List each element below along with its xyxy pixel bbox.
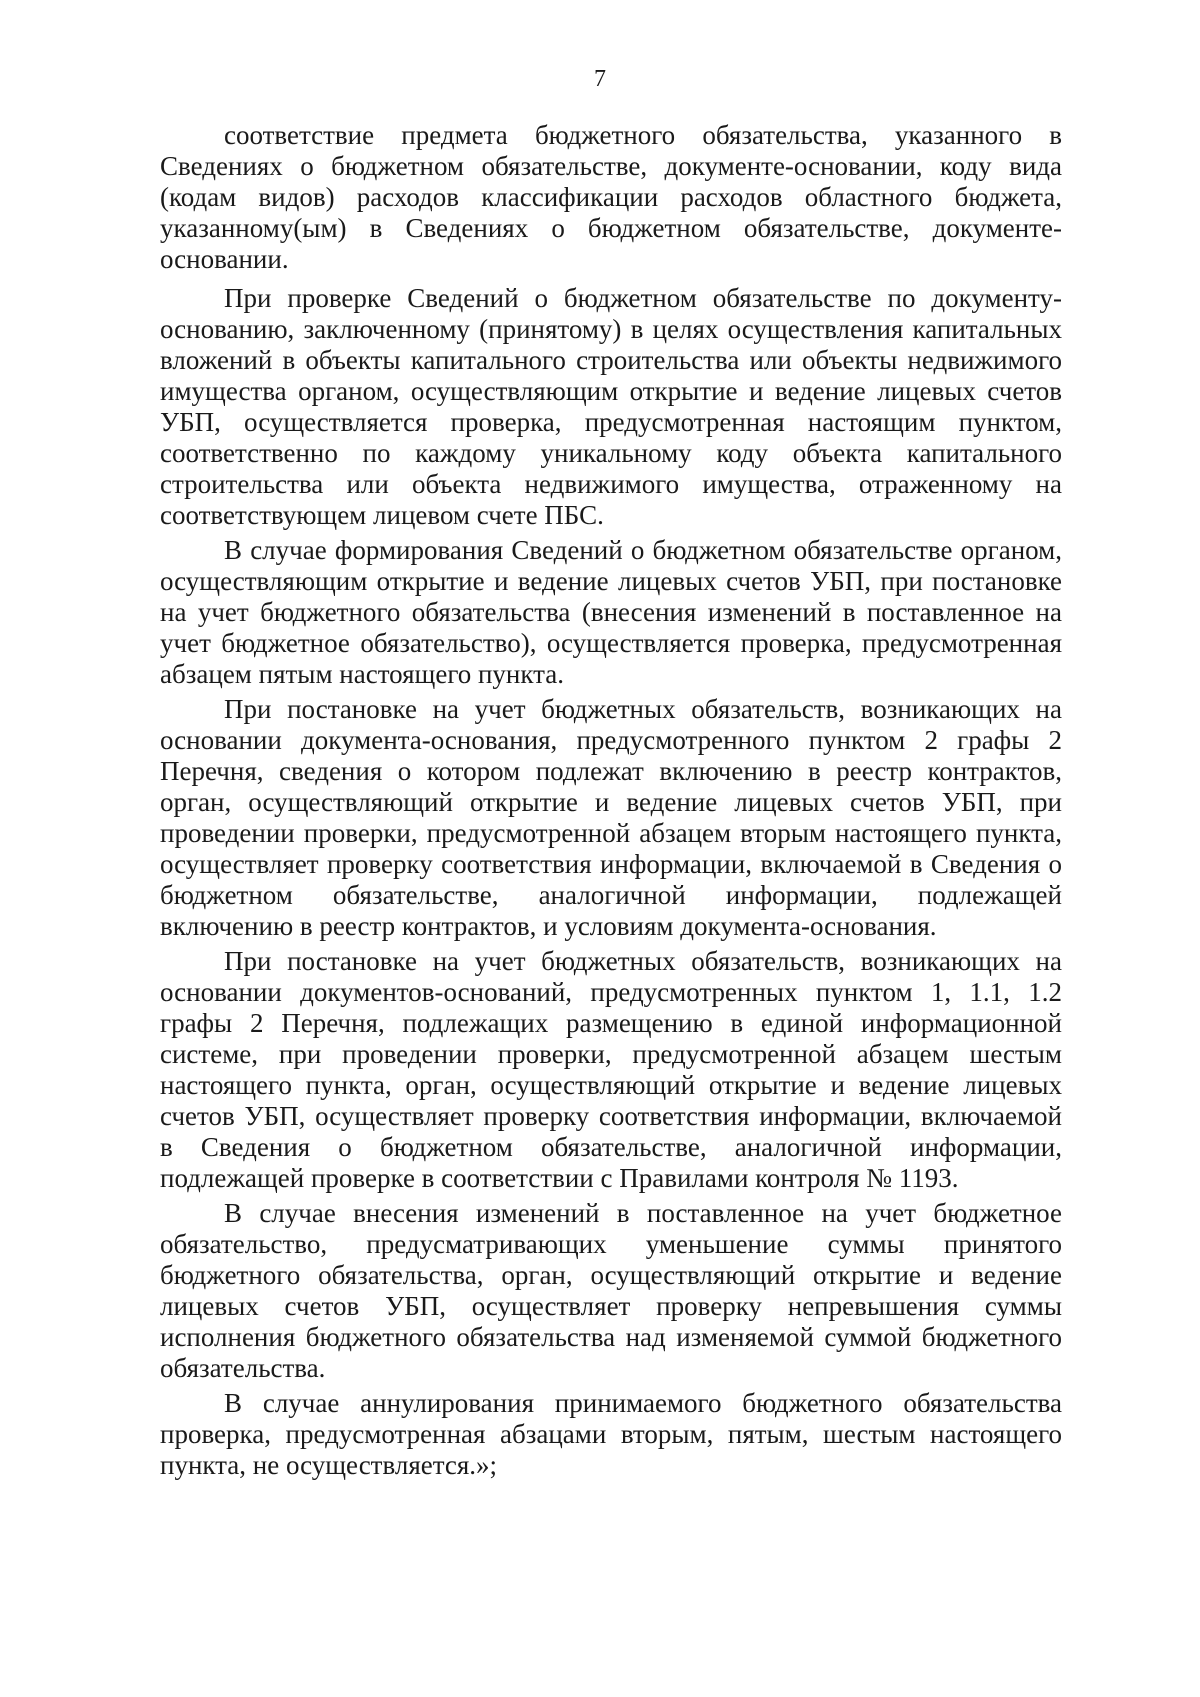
paragraph-1: соответствие предмета бюджетного обязательства, указанного в Сведениях о бюджетном обязательстве, документе-основании, коду вида (кодам видов) расходов классификации расходов областного бюджета, указанному(ым) в Сведениях о бюджетном обязательстве, документе-основании. [160, 120, 1062, 274]
page-number: 7 [594, 66, 606, 92]
document-body [160, 120, 1062, 1481]
paragraph-3: В случае формирования Сведений о бюджетном обязательстве органом, осуществляющим открытие и ведение лицевых счетов УБП, при постановке на учет бюджетного обязательства (внесения изменений в поставленное на учет бюджетное обязательство), осуществляется проверка, предусмотренная абзацем пятым настоящего пункта. [160, 535, 1062, 689]
paragraph-7: В случае аннулирования принимаемого бюджетного обязательства проверка, предусмотренная абзацами вторым, пятым, шестым настоящего пункта, не осуществляется.»; [160, 1388, 1062, 1480]
paragraph-4: При постановке на учет бюджетных обязательств, возникающих на основании документа-основания, предусмотренного пунктом 2 графы 2 Перечня, сведения о котором подлежат включению в реестр контрактов, орган, осуществляющий открытие и ведение лицевых счетов УБП, при проведении проверки, предусмотренной абзацем вторым настоящего пункта, осуществляет проверку соответствия информации, включаемой в Сведения о бюджетном обязательстве, аналогичной информации, подлежащей включению в реестр контрактов, и условиям документа-основания. [160, 694, 1062, 941]
paragraph-5: При постановке на учет бюджетных обязательств, возникающих на основании документов-оснований, предусмотренных пунктом 1, 1.1, 1.2 графы 2 Перечня, подлежащих размещению в единой информационной системе, при проведении проверки, предусмотренной абзацем шестым настоящего пункта, орган, осуществляющий открытие и ведение лицевых счетов УБП, осуществляет проверку соответствия информации, включаемой в Сведения о бюджетном обязательстве, аналогичной информации, подлежащей проверке в соответствии с Правилами контроля № 1193. [160, 946, 1062, 1193]
paragraph-6: В случае внесения изменений в поставленное на учет бюджетное обязательство, предусматривающих уменьшение суммы принятого бюджетного обязательства, орган, осуществляющий открытие и ведение лицевых счетов УБП, осуществляет проверку непревышения суммы исполнения бюджетного обязательства над изменяемой суммой бюджетного обязательства. [160, 1198, 1062, 1383]
paragraph-2: При проверке Сведений о бюджетном обязательстве по документу-основанию, заключенному (принятому) в целях осуществления капитальных вложений в объекты капитального строительства или объекты недвижимого имущества органом, осуществляющим открытие и ведение лицевых счетов УБП, осуществляется проверка, предусмотренная настоящим пунктом, соответственно по каждому уникальному коду объекта капитального строительства или объекта недвижимого имущества, отраженному на соответствующем лицевом счете ПБС. [160, 283, 1062, 530]
